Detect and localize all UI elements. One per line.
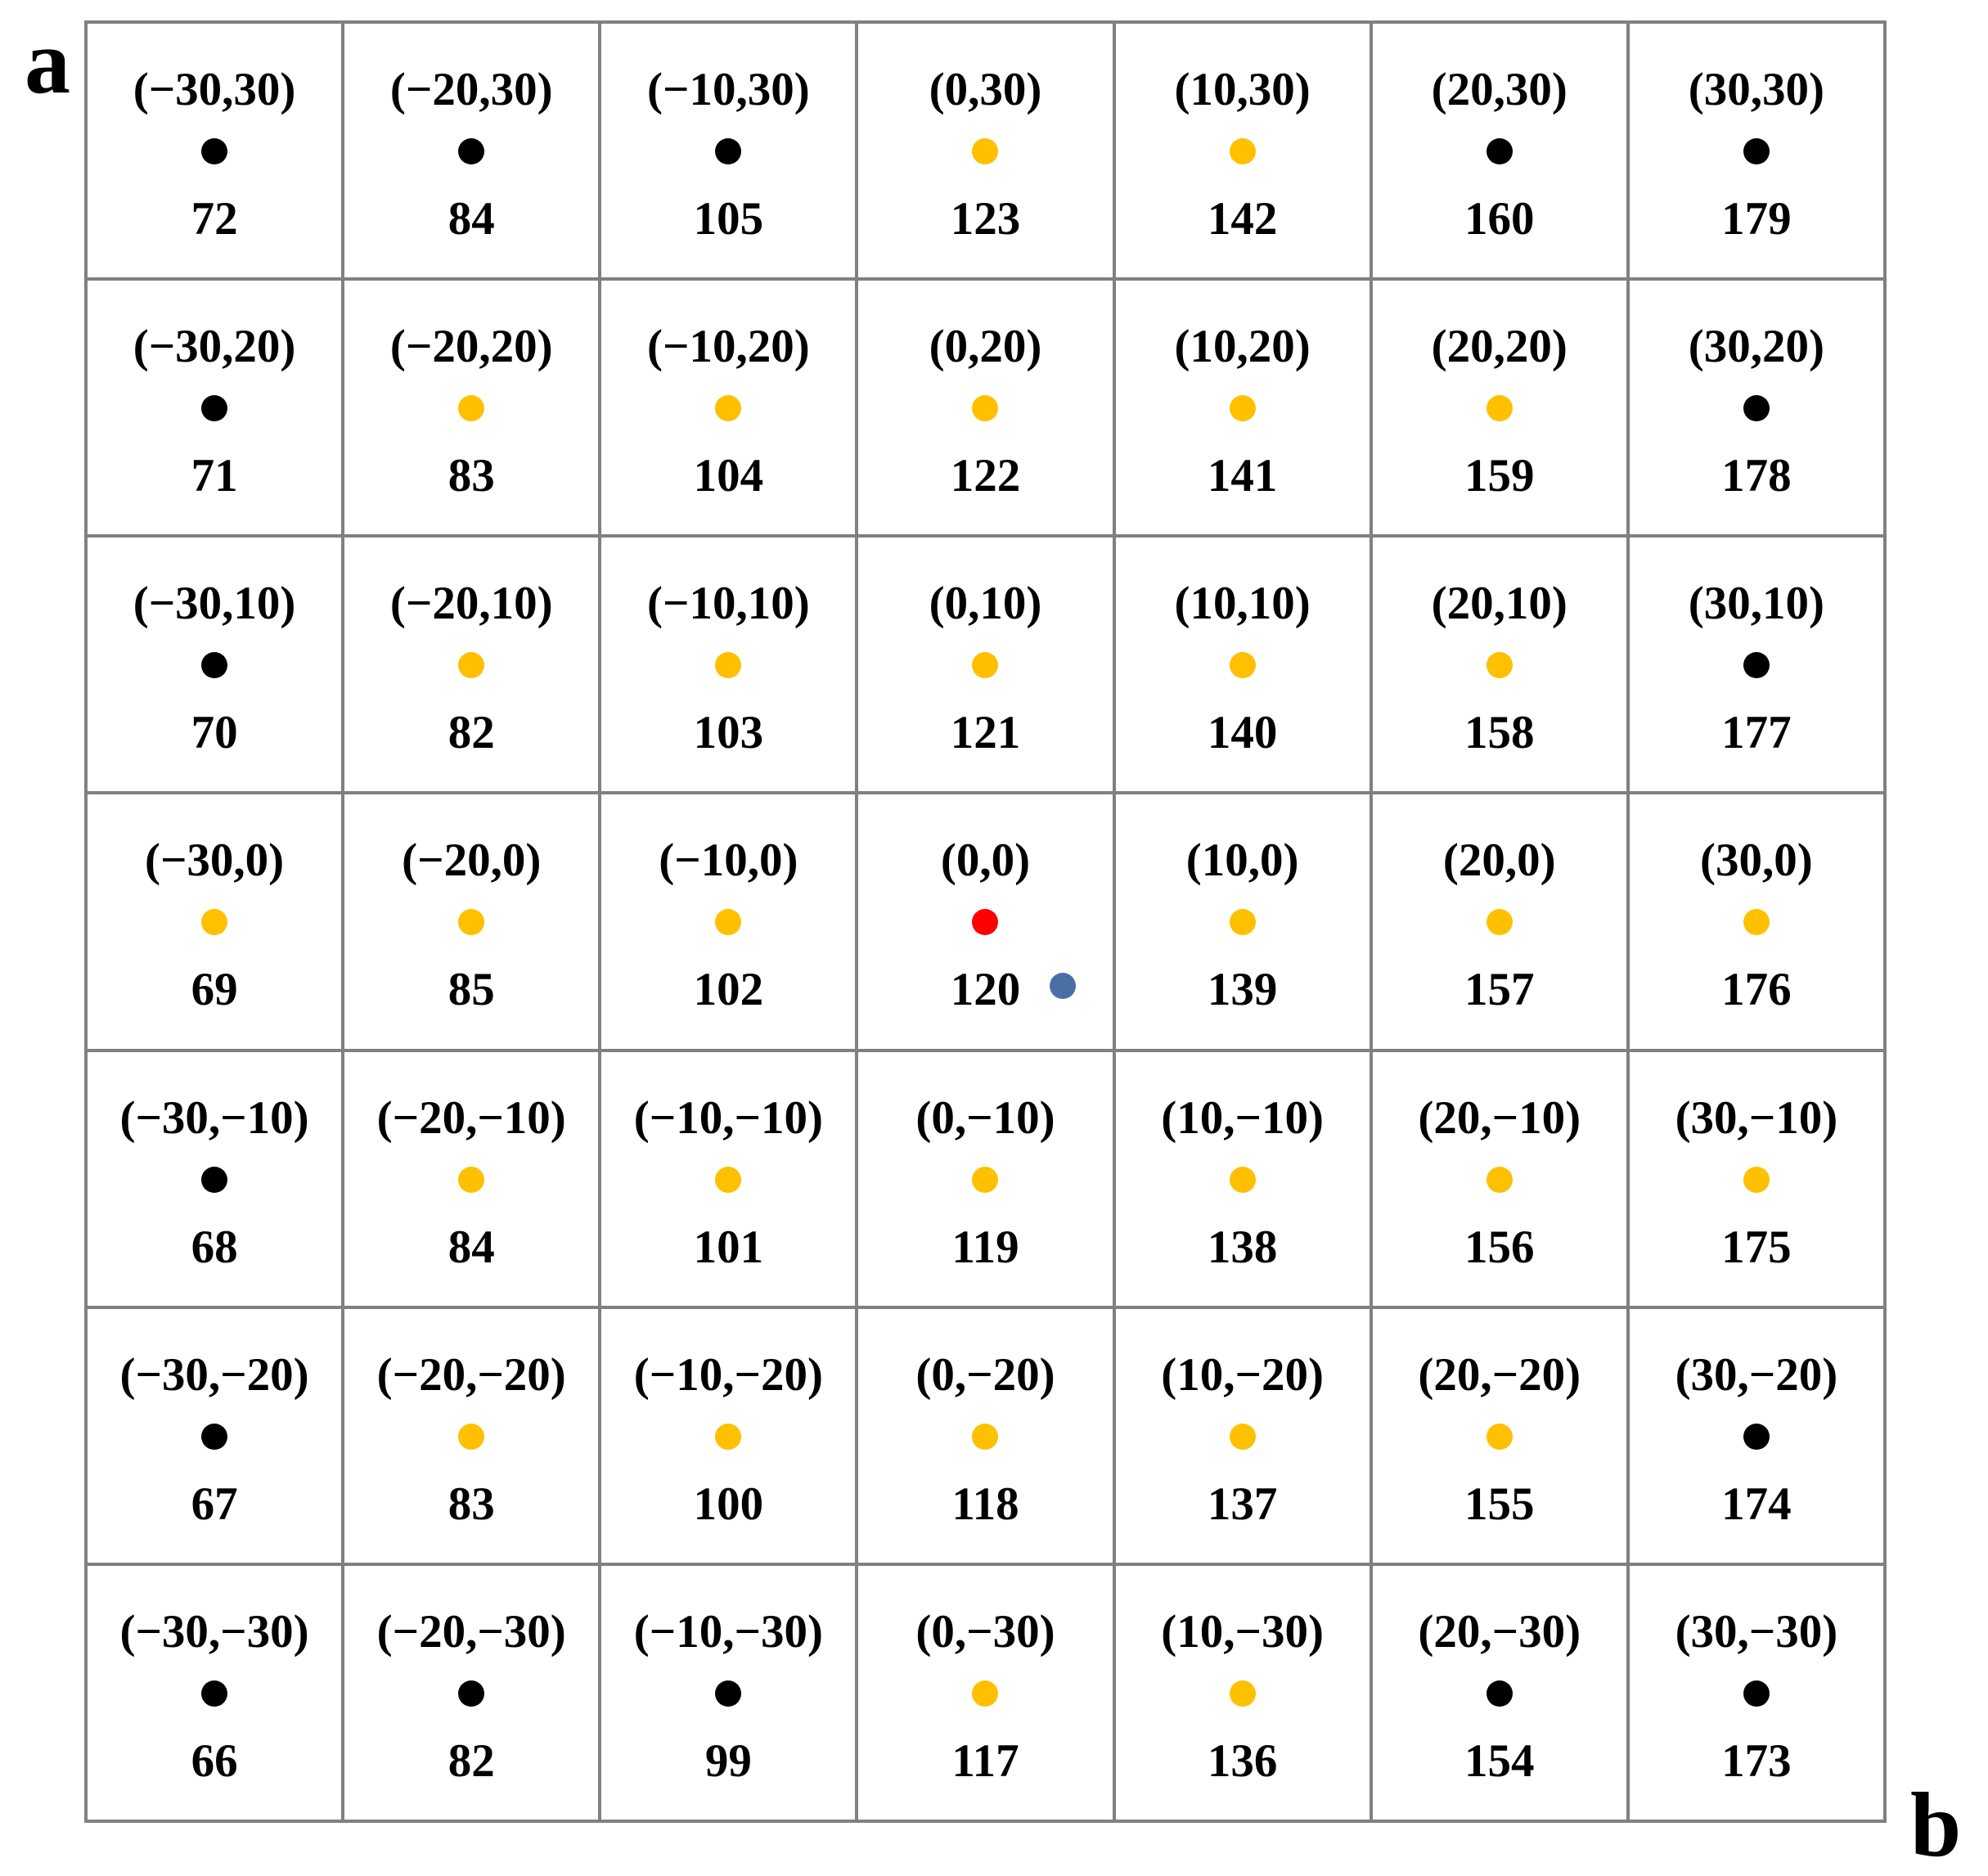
grid-cell (1114, 1050, 1371, 1307)
cell-coordinate: (−10,−20) (633, 1348, 823, 1401)
cell-value: 84 (448, 193, 495, 245)
grid-cell (343, 1564, 600, 1821)
cell-value: 121 (950, 707, 1021, 759)
cell-coordinate: (−30,10) (133, 578, 296, 630)
cell-coordinate: (10,10) (1174, 578, 1311, 630)
cell-coordinate: (−30,30) (133, 64, 296, 115)
marker-dot-black (201, 395, 227, 421)
grid-cell (86, 1564, 343, 1821)
marker-dot-black (201, 1424, 227, 1450)
grid-cell (600, 1307, 857, 1564)
marker-dot-black (1487, 138, 1513, 164)
marker-dot-yellow (1743, 1167, 1770, 1193)
cell-value: 139 (1207, 964, 1278, 1016)
grid-cell (86, 1307, 343, 1564)
grid-cell (343, 22, 600, 279)
marker-dot-yellow (1487, 652, 1513, 678)
grid-cell (343, 1307, 600, 1564)
cell-coordinate: (10,30) (1174, 64, 1311, 115)
cell-value: 99 (704, 1734, 752, 1787)
marker-dot-black (715, 1680, 741, 1707)
cell-coordinate: (−10,0) (659, 835, 798, 887)
grid-cell (1114, 279, 1371, 536)
cell-value: 119 (951, 1221, 1019, 1273)
cell-value: 68 (191, 1221, 238, 1273)
grid-cell (857, 536, 1113, 793)
marker-dot-yellow (201, 909, 227, 935)
marker-dot-black (1743, 395, 1770, 421)
cell-coordinate: (20,30) (1431, 64, 1567, 115)
grid-cell (1114, 793, 1371, 1050)
cell-coordinate: (20,0) (1442, 835, 1556, 887)
cell-coordinate: (−20,10) (389, 578, 553, 630)
cell-value: 85 (448, 964, 495, 1016)
marker-dot-yellow (1487, 1167, 1513, 1193)
grid-cell (1371, 536, 1628, 793)
cell-coordinate: (−30,−10) (119, 1091, 309, 1144)
cell-coordinate: (0,20) (929, 321, 1042, 373)
cell-value: 82 (448, 1734, 495, 1787)
grid-cell (600, 536, 857, 793)
marker-dot-yellow (972, 1167, 998, 1193)
marker-dot-yellow (1230, 138, 1256, 164)
cell-value: 142 (1207, 193, 1278, 245)
grid-cell (1371, 793, 1628, 1050)
cell-coordinate: (−10,−30) (633, 1605, 823, 1658)
cell-coordinate: (0,10) (929, 578, 1042, 630)
cell-coordinate: (−20,−10) (376, 1091, 566, 1144)
grid-cell (1628, 1564, 1885, 1821)
cell-value: 179 (1721, 193, 1792, 245)
grid-cell (600, 793, 857, 1050)
grid-cell (1628, 1307, 1885, 1564)
cell-value: 159 (1464, 450, 1535, 502)
cell-value: 82 (448, 707, 495, 759)
cell-value: 72 (191, 193, 238, 245)
marker-dot-yellow (458, 652, 484, 678)
grid-cell (857, 793, 1113, 1050)
grid-cell (1628, 793, 1885, 1050)
cell-value: 178 (1721, 450, 1792, 502)
cell-coordinate: (−20,−30) (376, 1605, 566, 1658)
grid-cell (343, 536, 600, 793)
marker-dot-yellow (1487, 395, 1513, 421)
cell-coordinate: (−10,−10) (633, 1091, 823, 1144)
cell-value: 70 (191, 707, 238, 759)
coordinate-grid (84, 20, 1887, 1823)
marker-dot-yellow (458, 395, 484, 421)
grid-cell (857, 22, 1113, 279)
cell-coordinate: (20,−30) (1418, 1605, 1581, 1658)
marker-dot-black (458, 138, 484, 164)
marker-dot-yellow (1230, 395, 1256, 421)
cell-coordinate: (−30,0) (144, 835, 285, 887)
cell-coordinate: (10,−20) (1161, 1348, 1324, 1401)
cell-value: 157 (1464, 964, 1535, 1016)
grid-cell (1114, 22, 1371, 279)
cell-value: 100 (693, 1478, 764, 1530)
cell-coordinate: (20,−20) (1418, 1348, 1581, 1401)
marker-dot-yellow (1230, 1424, 1256, 1450)
marker-dot-yellow (715, 909, 741, 935)
cell-value: 104 (693, 450, 764, 502)
cell-coordinate: (−20,20) (389, 321, 553, 373)
cell-value: 117 (951, 1734, 1019, 1787)
grid-cell (86, 536, 343, 793)
cell-value: 158 (1464, 707, 1535, 759)
cell-value: 174 (1721, 1478, 1792, 1530)
panel-label-a: a (25, 11, 70, 113)
marker-dot-yellow (1487, 909, 1513, 935)
grid-cell (1371, 1564, 1628, 1821)
panel-label-b: b (1910, 1775, 1962, 1876)
cell-value: 83 (448, 450, 495, 502)
cell-value: 177 (1721, 707, 1792, 759)
grid-cell (343, 279, 600, 536)
cell-value: 160 (1464, 193, 1535, 245)
grid-cell (857, 1050, 1113, 1307)
cell-coordinate: (10,20) (1174, 321, 1311, 373)
cell-coordinate: (30,20) (1688, 321, 1825, 373)
cell-value: 137 (1207, 1478, 1278, 1530)
marker-dot-black (201, 1680, 227, 1707)
cell-coordinate: (0,−20) (915, 1348, 1055, 1401)
cell-coordinate: (30,30) (1688, 64, 1825, 115)
cell-value: 176 (1721, 964, 1792, 1016)
marker-dot-yellow (1230, 909, 1256, 935)
cell-coordinate: (−10,20) (647, 321, 810, 373)
marker-dot-yellow (715, 1167, 741, 1193)
marker-dot-yellow (972, 138, 998, 164)
cell-coordinate: (−20,0) (402, 835, 542, 887)
grid-cell (857, 279, 1113, 536)
cell-coordinate: (−30,−30) (119, 1605, 309, 1658)
marker-dot-yellow (1230, 652, 1256, 678)
marker-dot-black (458, 1680, 484, 1707)
cell-value: 71 (191, 450, 238, 502)
marker-dot-black (1743, 652, 1770, 678)
cell-coordinate: (0,−10) (915, 1091, 1055, 1144)
cell-coordinate: (10,−10) (1161, 1091, 1324, 1144)
grid-cell (1628, 22, 1885, 279)
cell-coordinate: (−30,−20) (119, 1348, 309, 1401)
marker-dot-black (1743, 1680, 1770, 1707)
cell-value: 83 (448, 1478, 495, 1530)
cell-coordinate: (30,−30) (1675, 1605, 1838, 1658)
cell-value: 138 (1207, 1221, 1278, 1273)
marker-dot-yellow (1230, 1167, 1256, 1193)
grid-cell (1371, 279, 1628, 536)
grid-cell (857, 1307, 1113, 1564)
cell-value: 154 (1464, 1734, 1535, 1787)
marker-dot-black (201, 1167, 227, 1193)
grid-cell (1371, 1050, 1628, 1307)
grid-cell (1628, 279, 1885, 536)
marker-dot-black (201, 652, 227, 678)
cell-coordinate: (20,10) (1431, 578, 1567, 630)
grid-cell (600, 1050, 857, 1307)
marker-dot-yellow (715, 1424, 741, 1450)
marker-dot-black (715, 138, 741, 164)
cell-coordinate: (30,10) (1688, 578, 1825, 630)
cell-coordinate: (−20,30) (389, 64, 553, 115)
cell-value: 69 (191, 964, 238, 1016)
cell-coordinate: (−20,−20) (376, 1348, 566, 1401)
grid-cell (600, 1564, 857, 1821)
grid-cell (1628, 536, 1885, 793)
cell-value: 155 (1464, 1478, 1535, 1530)
cell-value: 136 (1207, 1734, 1278, 1787)
cell-coordinate: (20,20) (1431, 321, 1567, 373)
cell-coordinate: (0,30) (929, 64, 1042, 115)
marker-dot-yellow (972, 652, 998, 678)
grid-cell (1114, 1564, 1371, 1821)
grid-cell (86, 1050, 343, 1307)
grid-cell (857, 1564, 1113, 1821)
marker-dot-yellow (715, 652, 741, 678)
cell-value: 123 (950, 193, 1021, 245)
grid-cell (343, 1050, 600, 1307)
cell-value: 103 (693, 707, 764, 759)
marker-dot-yellow (458, 909, 484, 935)
cell-coordinate: (30,−10) (1675, 1091, 1838, 1144)
marker-dot-yellow (715, 395, 741, 421)
cell-coordinate: (30,−20) (1675, 1348, 1838, 1401)
cell-value: 105 (693, 193, 764, 245)
grid-cell (600, 279, 857, 536)
marker-dot-yellow (972, 1680, 998, 1707)
cell-value: 156 (1464, 1221, 1535, 1273)
cell-value: 84 (448, 1221, 495, 1273)
marker-dot-yellow (972, 395, 998, 421)
cell-coordinate: (−30,20) (133, 321, 296, 373)
cell-value: 66 (191, 1734, 238, 1787)
marker-dot-black (201, 138, 227, 164)
grid-cell (1628, 1050, 1885, 1307)
grid-cell (1371, 22, 1628, 279)
marker-dot-black (1487, 1680, 1513, 1707)
cell-value: 141 (1207, 450, 1278, 502)
marker-dot-black (1743, 138, 1770, 164)
marker-dot-yellow (972, 1424, 998, 1450)
cell-value: 173 (1721, 1734, 1792, 1787)
cell-value: 118 (951, 1478, 1019, 1530)
cell-coordinate: (0,0) (940, 835, 1031, 887)
grid-cell (1114, 1307, 1371, 1564)
marker-dot-yellow (1230, 1680, 1256, 1707)
marker-dot-red (972, 909, 998, 935)
marker-dot-yellow (1487, 1424, 1513, 1450)
cell-value: 102 (693, 964, 764, 1016)
grid-cell (1371, 1307, 1628, 1564)
cell-coordinate: (−10,30) (647, 64, 810, 115)
grid-cell (86, 793, 343, 1050)
marker-dot-yellow (458, 1167, 484, 1193)
cell-coordinate: (30,0) (1700, 835, 1813, 887)
marker-dot-yellow (1743, 909, 1770, 935)
cell-coordinate: (10,−30) (1161, 1605, 1324, 1658)
cell-value: 175 (1721, 1221, 1792, 1273)
cell-value: 122 (950, 450, 1021, 502)
cell-coordinate: (10,0) (1185, 835, 1299, 887)
grid-cell (1114, 536, 1371, 793)
marker-dot-black (1743, 1424, 1770, 1450)
cell-coordinate: (20,−10) (1418, 1091, 1581, 1144)
cell-value: 101 (693, 1221, 764, 1273)
cell-coordinate: (0,−30) (915, 1605, 1055, 1658)
cell-value: 67 (191, 1478, 238, 1530)
cell-coordinate: (−10,10) (647, 578, 810, 630)
grid-cell (600, 22, 857, 279)
grid-cell (343, 793, 600, 1050)
marker-dot-yellow (458, 1424, 484, 1450)
cell-value: 120 (950, 964, 1021, 1016)
cell-value: 140 (1207, 707, 1278, 759)
grid-cell (86, 279, 343, 536)
grid-cell (86, 22, 343, 279)
